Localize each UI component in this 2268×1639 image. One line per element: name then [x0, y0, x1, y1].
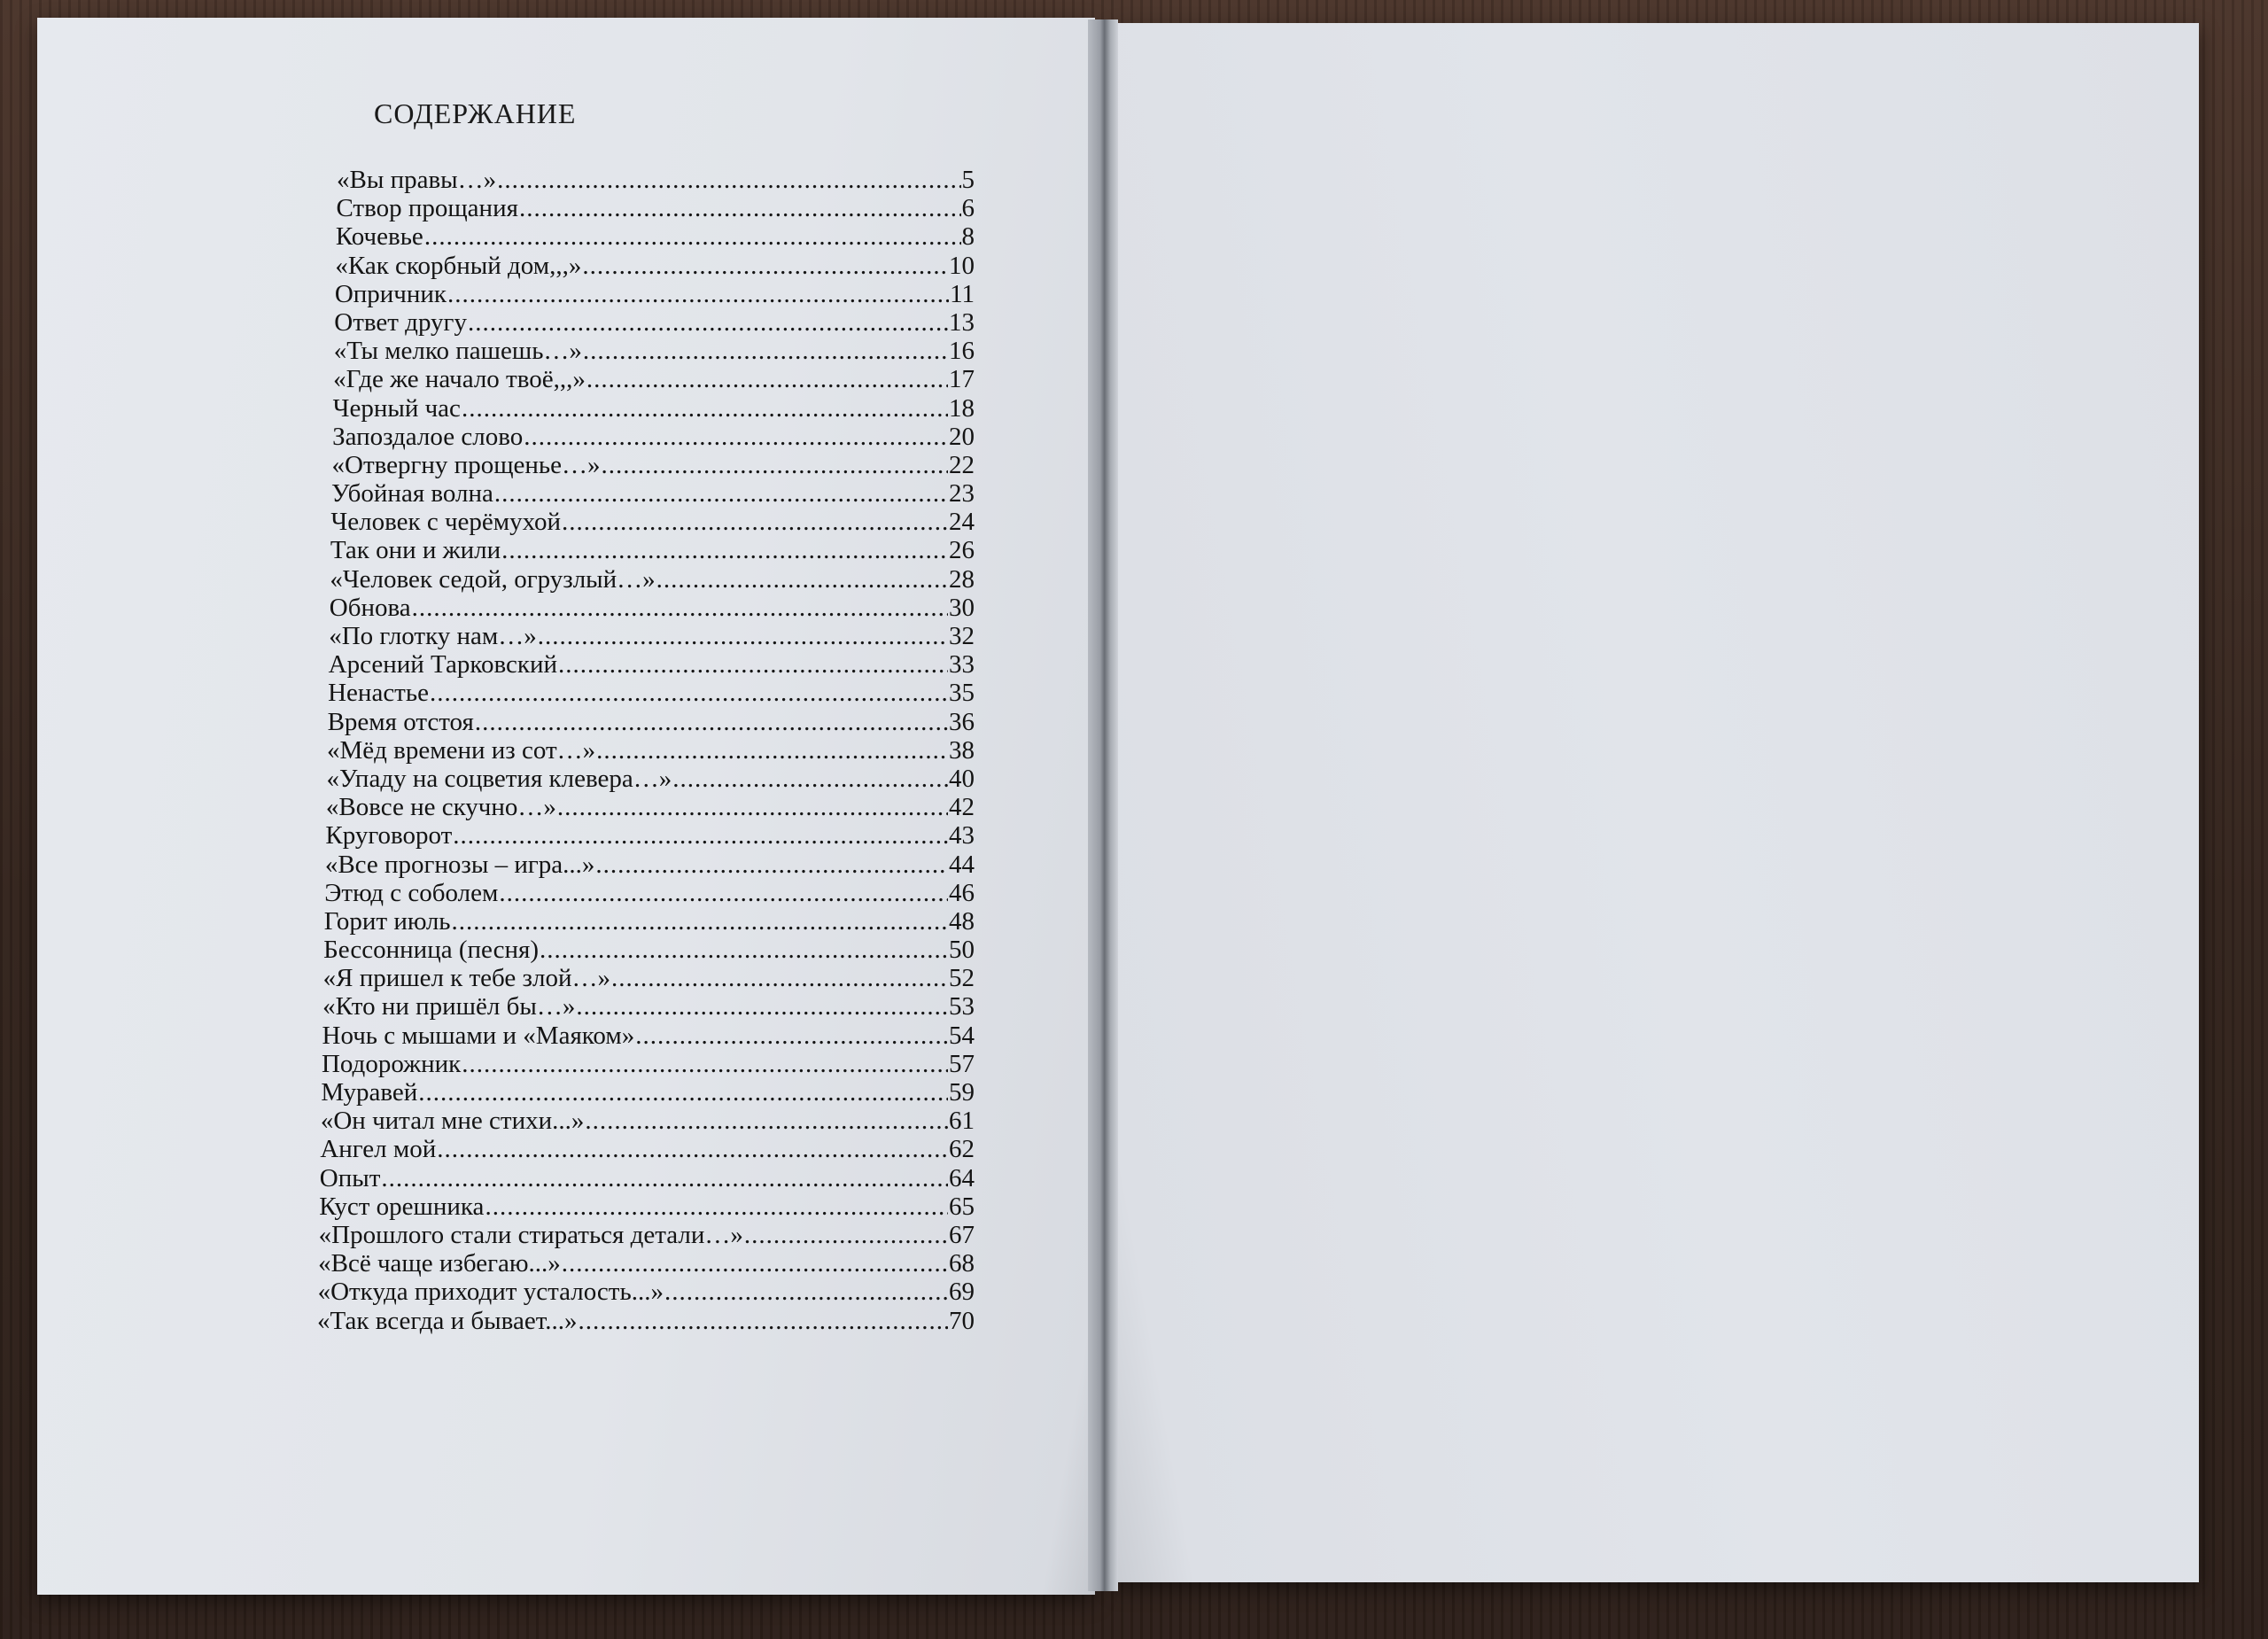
- toc-entry-title: Створ прощания: [336, 194, 518, 223]
- toc-entry-page-number: 70: [949, 1306, 975, 1335]
- toc-entry-title: «Все прогнозы – игра...»: [324, 850, 595, 879]
- toc-entry-page-number: 52: [949, 964, 975, 993]
- toc-entry-leader-dots: [664, 1278, 948, 1306]
- toc-entry-page-number: 17: [949, 365, 975, 394]
- toc-entry-leader-dots: [468, 308, 948, 337]
- toc-entry-title: Ненастье: [328, 679, 429, 708]
- toc-entry-leader-dots: [418, 1078, 948, 1107]
- toc-entry-leader-dots: [602, 451, 948, 479]
- toc-entry: [326, 765, 975, 793]
- toc-entry-title: Обнова: [329, 593, 411, 622]
- toc-entry: [322, 992, 975, 1021]
- toc-entry-page-number: 50: [949, 936, 975, 965]
- toc-entry: [330, 508, 975, 536]
- toc-entry-title: Кочевье: [335, 222, 423, 252]
- toc-entry-page-number: 23: [949, 479, 975, 509]
- toc-entry-leader-dots: [586, 365, 948, 393]
- toc-entry-leader-dots: [562, 1249, 948, 1278]
- toc-entry: [318, 1249, 975, 1278]
- toc-entry-title: «Мёд времени из сот…»: [327, 735, 596, 765]
- toc-entry: [319, 1221, 975, 1249]
- toc-entry-leader-dots: [558, 650, 948, 679]
- toc-entry-leader-dots: [462, 1050, 948, 1078]
- toc-entry: [332, 423, 975, 451]
- toc-entry-title: «По глотку нам…»: [329, 622, 537, 650]
- toc-entry-page-number: 44: [949, 850, 975, 879]
- toc-entry: [328, 679, 975, 707]
- toc-entry-leader-dots: [582, 252, 948, 280]
- right-page-blank: [1113, 23, 2199, 1582]
- toc-entry-leader-dots: [583, 337, 948, 365]
- toc-entry-page-number: 69: [949, 1278, 975, 1307]
- toc-entry: [325, 851, 975, 879]
- toc-entry-leader-dots: [501, 536, 948, 564]
- book-spine: [1088, 19, 1118, 1591]
- toc-entry-title: Опыт: [319, 1163, 381, 1192]
- toc-entry-page-number: 35: [949, 679, 975, 708]
- toc-entry-leader-dots: [596, 736, 948, 765]
- toc-entry-page-number: 6: [961, 194, 975, 223]
- toc-entry-page-number: 65: [949, 1192, 975, 1221]
- toc-entry-title: «Вы правы…»: [337, 166, 497, 194]
- toc-entry: [323, 936, 975, 964]
- toc-entry: [327, 736, 975, 765]
- toc-entry-page-number: 11: [950, 279, 975, 308]
- toc-entry-page-number: 68: [949, 1249, 975, 1278]
- toc-entry-leader-dots: [611, 964, 948, 992]
- toc-entry: [336, 222, 975, 251]
- toc-entry-page-number: 16: [949, 337, 975, 366]
- toc-entry-page-number: 67: [949, 1220, 975, 1249]
- toc-entry-page-number: 10: [949, 251, 975, 280]
- toc-entry-title: «Так всегда и бывает...»: [317, 1306, 578, 1335]
- toc-entry-page-number: 62: [949, 1135, 975, 1164]
- toc-entry-title: «Ты мелко пашешь…»: [333, 337, 582, 366]
- toc-entry-page-number: 57: [949, 1049, 975, 1078]
- toc-entry: [328, 708, 975, 736]
- toc-entry-title: Ответ другу: [334, 307, 467, 337]
- toc-entry-title: Муравей: [321, 1078, 418, 1107]
- toc-entry-leader-dots: [519, 194, 961, 222]
- toc-entry-leader-dots: [585, 1107, 948, 1135]
- toc-entry-leader-dots: [437, 1135, 948, 1163]
- toc-entry-title: Человек с черёмухой: [330, 508, 562, 537]
- toc-entry-title: Ночь с мышами и «Маяком»: [322, 1021, 635, 1050]
- toc-entry: [331, 479, 975, 508]
- toc-entry: [334, 308, 975, 337]
- toc-entry-title: «Отвергну прощенье…»: [331, 450, 601, 479]
- toc-entry-leader-dots: [485, 1192, 948, 1221]
- toc-entry-leader-dots: [453, 821, 948, 850]
- toc-entry-title: «Как скорбный дом,,,»: [335, 251, 582, 280]
- toc-list: [317, 166, 975, 1335]
- toc-entry-title: Куст орешника: [319, 1192, 485, 1221]
- table-of-contents: [317, 97, 975, 1335]
- toc-entry-page-number: 59: [949, 1078, 975, 1107]
- toc-entry-page-number: 54: [949, 1021, 975, 1050]
- toc-entry-leader-dots: [595, 851, 948, 879]
- toc-entry: [333, 365, 975, 393]
- toc-entry-page-number: 18: [949, 393, 975, 423]
- toc-entry-title: Этюд с соболем: [324, 878, 499, 907]
- toc-entry-page-number: 46: [949, 878, 975, 907]
- toc-entry: [326, 793, 975, 821]
- toc-entry: [330, 536, 975, 564]
- toc-entry: [323, 964, 975, 992]
- toc-entry: [324, 879, 975, 907]
- toc-entry-title: Горит июль: [323, 906, 451, 936]
- toc-entry-page-number: 8: [961, 222, 975, 252]
- toc-entry: [337, 166, 975, 194]
- toc-entry-page-number: 28: [949, 564, 975, 594]
- toc-entry: [319, 1192, 975, 1221]
- toc-entry-title: «Откуда приходит усталость...»: [317, 1278, 664, 1307]
- toc-entry: [324, 907, 975, 936]
- toc-entry-page-number: 32: [949, 622, 975, 650]
- toc-entry-title: Арсений Тарковский: [328, 650, 558, 680]
- toc-entry-title: «Он читал мне стихи...»: [320, 1107, 585, 1136]
- toc-entry-leader-dots: [475, 708, 948, 736]
- toc-entry: [320, 1164, 975, 1192]
- toc-entry-leader-dots: [635, 1021, 948, 1050]
- toc-entry-title: «Человек седой, огрузлый…»: [330, 564, 656, 594]
- toc-entry: [329, 650, 975, 679]
- toc-entry-page-number: 48: [949, 906, 975, 936]
- toc-entry-title: Время отстоя: [327, 707, 474, 736]
- toc-entry-leader-dots: [412, 594, 948, 622]
- toc-entry-page-number: 38: [949, 735, 975, 765]
- toc-entry-title: Ангел мой: [320, 1135, 437, 1164]
- toc-entry: [322, 1050, 975, 1078]
- toc-entry-leader-dots: [576, 992, 948, 1021]
- toc-entry-page-number: 30: [949, 593, 975, 622]
- toc-entry-page-number: 40: [949, 764, 975, 793]
- toc-entry: [333, 394, 975, 423]
- toc-entry-leader-dots: [557, 793, 948, 821]
- toc-entry: [332, 451, 975, 479]
- toc-entry-leader-dots: [578, 1307, 948, 1335]
- toc-entry: [336, 194, 975, 222]
- toc-entry: [320, 1135, 975, 1163]
- toc-entry-leader-dots: [656, 565, 948, 594]
- toc-entry-title: Так они и жили: [330, 536, 501, 565]
- toc-entry-title: «Всё чаще избегаю...»: [318, 1249, 561, 1278]
- toc-entry: [330, 565, 975, 594]
- toc-entry-page-number: 13: [949, 307, 975, 337]
- toc-entry-leader-dots: [499, 879, 948, 907]
- toc-entry-page-number: 20: [949, 422, 975, 451]
- toc-entry-leader-dots: [672, 765, 948, 793]
- toc-entry: [321, 1078, 975, 1107]
- toc-entry-title: «Упаду на соцветия клевера…»: [326, 764, 672, 793]
- toc-entry-leader-dots: [424, 222, 961, 251]
- toc-entry: [334, 337, 975, 365]
- toc-heading: СОДЕРЖАНИЕ: [374, 97, 577, 129]
- toc-entry-page-number: 22: [949, 450, 975, 479]
- toc-entry: [318, 1278, 975, 1306]
- toc-entry-title: Убойная волна: [330, 479, 493, 509]
- toc-entry: [321, 1107, 975, 1135]
- toc-entry-page-number: 43: [949, 821, 975, 851]
- toc-entry-leader-dots: [538, 622, 948, 650]
- toc-entry-title: «Я пришел к тебе злой…»: [322, 964, 610, 993]
- toc-entry-page-number: 61: [949, 1107, 975, 1136]
- toc-entry: [322, 1021, 975, 1050]
- toc-entry-leader-dots: [381, 1164, 948, 1192]
- toc-entry-page-number: 36: [949, 707, 975, 736]
- toc-entry: [335, 252, 975, 280]
- toc-entry-title: Черный час: [332, 393, 461, 423]
- toc-entry: [330, 594, 975, 622]
- toc-entry-leader-dots: [744, 1221, 948, 1249]
- toc-entry-leader-dots: [497, 166, 960, 194]
- toc-entry: [329, 622, 975, 650]
- toc-entry-title: «Прошлого стали стираться детали…»: [318, 1220, 743, 1249]
- toc-entry-page-number: 33: [949, 650, 975, 680]
- toc-entry: [335, 280, 975, 308]
- toc-entry-title: «Кто ни пришёл бы…»: [322, 992, 576, 1021]
- toc-entry-title: Опричник: [334, 279, 447, 308]
- toc-entry-title: Запоздалое слово: [332, 422, 524, 451]
- toc-entry-leader-dots: [430, 679, 948, 707]
- toc-entry-leader-dots: [462, 394, 948, 423]
- toc-entry: [325, 821, 975, 850]
- toc-entry-title: Подорожник: [321, 1049, 462, 1078]
- toc-entry-title: Круговорот: [325, 821, 453, 851]
- toc-entry-page-number: 53: [949, 992, 975, 1021]
- toc-entry-leader-dots: [447, 280, 949, 308]
- toc-entry-page-number: 26: [949, 536, 975, 565]
- toc-entry-page-number: 24: [949, 508, 975, 537]
- toc-entry-page-number: 5: [961, 166, 975, 194]
- toc-entry-title: «Где же начало твоё,,,»: [333, 365, 586, 394]
- toc-entry-leader-dots: [562, 508, 948, 536]
- toc-entry-leader-dots: [524, 423, 948, 451]
- toc-entry: [317, 1307, 975, 1335]
- toc-entry-page-number: 42: [949, 793, 975, 822]
- toc-entry-leader-dots: [540, 936, 948, 964]
- toc-entry-title: Бессонница (песня): [323, 936, 540, 965]
- toc-entry-page-number: 64: [949, 1163, 975, 1192]
- toc-entry-leader-dots: [452, 907, 948, 936]
- toc-entry-leader-dots: [494, 479, 948, 508]
- toc-entry-title: «Вовсе не скучно…»: [325, 793, 556, 822]
